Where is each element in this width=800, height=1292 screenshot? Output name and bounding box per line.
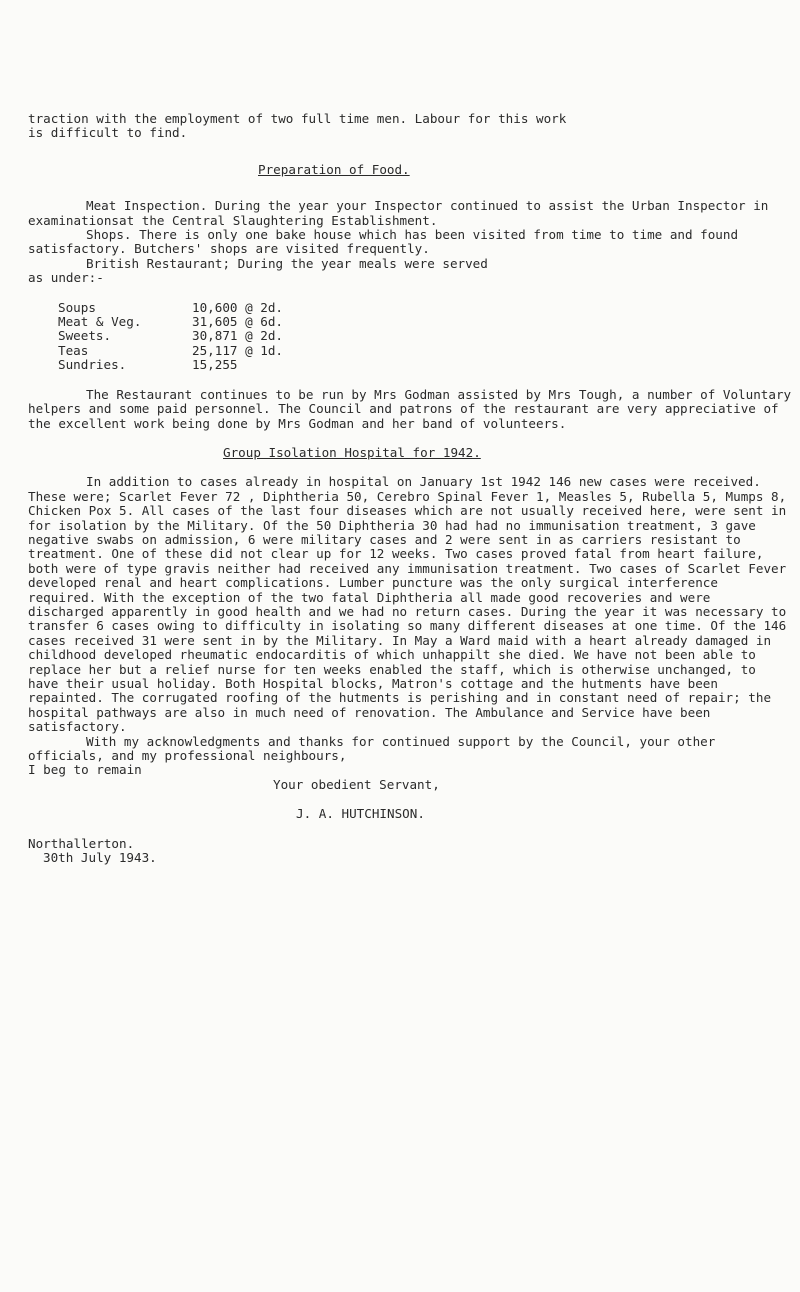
meal-row: [58, 301, 332, 315]
meal-item: Soups: [58, 299, 96, 315]
meal-count-value: 10,600: [192, 299, 238, 315]
meal-item: Teas: [58, 342, 89, 358]
servant-line: Your obedient Servant,: [273, 776, 440, 792]
meat-inspection-paragraph: Meat Inspection. During the year your Inspector continued to assist the Urban Inspector in examinationsat the Central Slaughtering Establishment.: [28, 198, 776, 228]
hospital-paragraph: In addition to cases already in hospital on January 1st 1942 146 new cases were received. These were; Scarlet Fever 72 , Diphtheria 50, Cerebro Spinal Fever 1, Measles 5, Rubella 5, Mumps 8, Chicken Pox 5. All cases of the last four diseases which are not usually received here, were sent in for isolation by the Military. Of the 50 Diphtheria 30 had had no immunisation treatment, 3 gave negative swabs on admission, 6 were military cases and 2 were sent in as carriers resistant to treatment. One of these did not clear up for 12 weeks. Two cases proved fatal from heart failure, both were of type gravis neither had received any immunisation treatment. Two cases of Scarlet Fever developed renal and heart complications. Lumber puncture was the only surgical interference required. With the exception of the two fatal Diphtheria all made good recoveries and were discharged apparently in good health and we had no return cases. During the year it was necessary to transfer 6 cases owing to difficulty in isolating so many different diseases at one time. Of the 146 cases received 31 were sent in by the Military. In May a Ward maid with a heart already damaged in childhood developed rheumatic endocarditis of which unhappilt she died. We have not been able to replace her but a relief nurse for ten weeks enabled the staff, which is otherwise unchanged, to have their usual holiday. Both Hospital blocks, Matron's cottage and the hutments have been repainted. The corrugated roofing of the hutments is perishing and in constant need of repair; the hospital pathways are also in much need of renovation. The Ambulance and Service have been satisfactory.: [28, 474, 794, 735]
place-line: Northallerton.: [28, 835, 135, 851]
date-line: 30th July 1943.: [43, 850, 157, 866]
meal-count: [192, 358, 332, 372]
meal-item: Sweets.: [58, 328, 112, 344]
document-page: [28, 111, 799, 866]
signature: J. A. HUTCHINSON.: [296, 806, 425, 822]
intro-line-2: is difficult to find.: [28, 125, 188, 141]
hospital-heading: Group Isolation Hospital for 1942.: [223, 444, 481, 460]
meal-row: [58, 329, 332, 343]
meal-row: [58, 315, 332, 329]
meals-table: [58, 301, 332, 373]
meal-row: [58, 358, 332, 372]
meal-item: Meat & Veg.: [58, 314, 142, 330]
meal-price: @ 6d.: [245, 314, 284, 330]
remain-line: I beg to remain: [28, 762, 142, 778]
meal-price: @ 2d.: [245, 299, 284, 315]
meal-count: [192, 344, 332, 358]
meal-count-value: 25,117: [192, 342, 238, 358]
meal-row: [58, 344, 332, 358]
meal-count-value: 30,871: [192, 328, 238, 344]
meal-count-value: 31,605: [192, 314, 238, 330]
meal-item: Sundries.: [58, 357, 127, 373]
meal-count: [192, 329, 332, 343]
restaurant-paragraph: British Restaurant; During the year meals were served: [86, 255, 488, 271]
meal-count: [192, 301, 332, 315]
restaurant-paragraph-cont: as under:-: [28, 270, 104, 286]
food-heading: Preparation of Food.: [258, 161, 410, 177]
thanks-paragraph: With my acknowledgments and thanks for continued support by the Council, your other officials, and my professional neighbours,: [28, 733, 723, 764]
meal-price: @ 1d.: [245, 342, 284, 358]
meal-count: [192, 315, 332, 329]
shops-paragraph: Shops. There is only one bake house which has been visited from time to time and found satisfactory. Butchers' shops are visited frequently.: [28, 227, 746, 257]
intro-line-1: traction with the employment of two full time men. Labour for this work: [28, 111, 567, 126]
restaurant-note-paragraph: The Restaurant continues to be run by Mrs Godman assisted by Mrs Tough, a number of Voluntary helpers and some paid personnel. The Council and patrons of the restaurant are very appreciative of the excellent work being done by Mrs Godman and her band of volunteers.: [28, 386, 799, 431]
meal-price: @ 2d.: [245, 328, 284, 344]
meal-count-value: 15,255: [192, 357, 238, 373]
